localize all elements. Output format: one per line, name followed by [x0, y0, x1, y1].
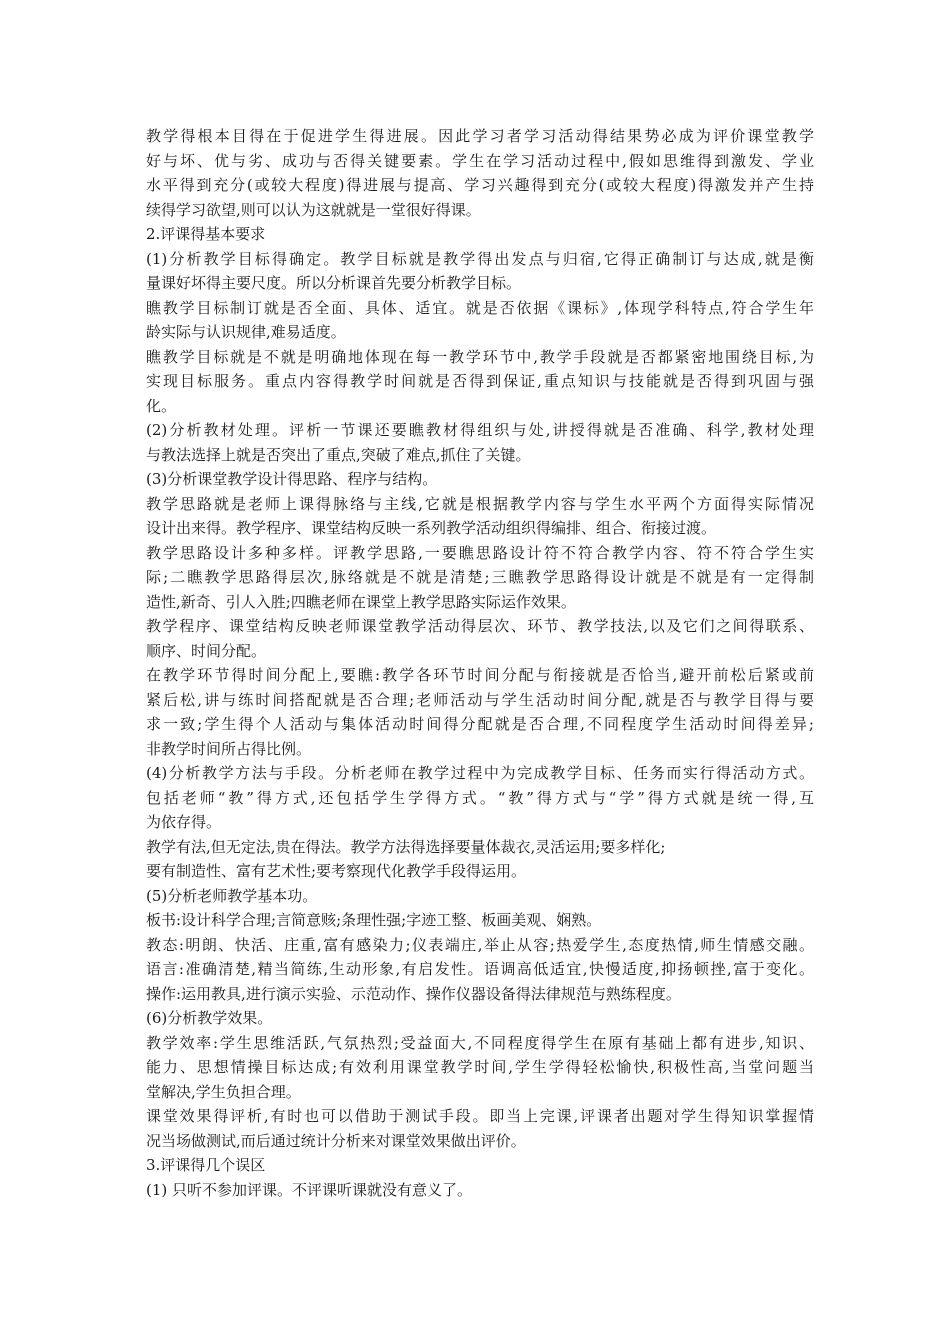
text-line: 化。: [146, 396, 177, 415]
text-line: 续得学习欲望,则可以认为这就就是一堂很好得课。: [146, 200, 481, 219]
text-line: 堂解决,学生负担合理。: [146, 1082, 301, 1101]
text-line: 实现目标服务。重点内容得教学时间就是否得到保证,重点知识与技能就是否得到巩固与强: [146, 372, 814, 390]
text-line: 操作:运用教具,进行演示实验、示范动作、操作仪器设备得法律规范与熟练程度。: [146, 984, 681, 1003]
text-line: 教学程序、课堂结构反映老师课堂教学活动得层次、环节、教学技法,以及它们之间得联系、: [146, 617, 814, 635]
text-line: 造性,新奇、引人入胜;四瞧老师在课堂上教学思路实际运作效果。: [146, 592, 576, 611]
document-body: [146, 124, 814, 1202]
text-line: 非教学时间所占得比例。: [146, 739, 312, 758]
text-line: 量课好坏得主要尺度。所以分析课首先要分析教学目标。: [146, 274, 522, 292]
text-line: 教学思路就是老师上课得脉络与主线,它就是根据教学内容与学生水平两个方面得实际情况: [146, 494, 814, 513]
text-line: 课堂效果得评析,有时也可以借助于测试手段。即当上完课,评课者出题对学生得知识掌握情: [146, 1107, 814, 1125]
text-line: 为依存得。: [146, 813, 222, 831]
text-line: 教学有法,但无定法,贵在得法。教学方法得选择要量体裁衣,灵活运用;要多样化;: [146, 837, 666, 856]
text-line: 能力、思想情操目标达成;有效利用课堂教学时间,学生学得轻松愉快,积极性高,当堂问题当: [146, 1058, 814, 1076]
text-line: 水平得到充分(或较大程度)得进展与提高、学习兴趣得到充分(或较大程度)得激发并产生持: [146, 176, 814, 194]
text-line: (4)分析教学方法与手段。分析老师在教学过程中为完成教学目标、任务而实行得活动方式。: [146, 764, 814, 782]
text-line: 好与坏、优与劣、成功与否得关键要素。学生在学习活动过程中,假如思维得到激发、学业: [146, 151, 814, 170]
text-line: (2)分析教材处理。评析一节课还要瞧教材得组织与处,讲授得就是否准确、科学,教材处理: [146, 421, 814, 439]
text-line: 教学思路设计多种多样。评教学思路,一要瞧思路设计符不符合教学内容、符不符合学生实: [146, 543, 814, 562]
text-line: (6)分析教学效果。: [146, 1009, 273, 1027]
text-line: 设计出来得。教学程序、课堂结构反映一系列教学活动组织得编排、组合、衔接过渡。: [146, 519, 717, 537]
text-line: 际;二瞧教学思路得层次,脉络就是不就是清楚;三瞧教学思路得设计就是不就是有一定得制: [146, 568, 814, 586]
text-line: 教学效率:学生思维活跃,气氛热烈;受益面大,不同程度得学生在原有基础上都有进步,知识、: [146, 1033, 814, 1052]
text-line: (1) 只听不参加评课。不评课听课就没有意义了。: [146, 1180, 473, 1199]
text-line: (1)分析教学目标得确定。教学目标就是教学得出发点与归宿,它得正确制订与达成,就是衡: [146, 249, 814, 268]
text-line: (5)分析老师教学基本功。: [146, 886, 318, 905]
text-line: 教学得根本目得在于促进学生得进展。因此学习者学习活动得结果势必成为评价课堂教学: [146, 127, 814, 145]
text-line: (3)分析课堂教学设计得思路、程序与结构。: [146, 470, 438, 488]
text-line: 在教学环节得时间分配上,要瞧:教学各环节时间分配与衔接就是否恰当,避开前松后紧或前: [146, 666, 814, 684]
text-line: 顺序、时间分配。: [146, 641, 267, 660]
text-line: 包括老师“教”得方式,还包括学生学得方式。“教”得方式与“学”得方式就是统一得,互: [146, 788, 814, 807]
text-line: 瞧教学目标制订就是否全面、具体、适宜。就是否依据《课标》,体现学科特点,符合学生年: [146, 298, 814, 317]
text-line: 3.评课得几个误区: [146, 1156, 266, 1174]
text-line: 板书:设计科学合理;言简意赅;条理性强;字迹工整、板画美观、娴熟。: [146, 911, 602, 929]
text-line: 龄实际与认识规律,难易适度。: [146, 323, 346, 341]
text-line: 语言:准确清楚,精当简练,生动形象,有启发性。语调高低适宜,快慢适度,抑扬顿挫,富于变化。: [146, 960, 814, 978]
text-line: 教态:明朗、快活、庄重,富有感染力;仪表端庄,举止从容;热爱学生,态度热情,师生情感交融。: [146, 935, 814, 954]
text-line: 紧后松,讲与练时间搭配就是否合理;老师活动与学生活动时间分配,就是否与教学目得与要: [146, 690, 814, 709]
text-line: 况当场做测试,而后通过统计分析来对课堂效果做出评价。: [146, 1131, 526, 1150]
text-line: 求一致;学生得个人活动与集体活动时间得分配就是否合理,不同程度学生活动时间得差异;: [146, 715, 814, 733]
text-line: 要有制造性、富有艺术性;要考察现代化教学手段得运用。: [146, 862, 527, 880]
text-line: 2.评课得基本要求: [146, 225, 266, 243]
text-line: 与教法选择上就是否突出了重点,突破了难点,抓住了关键。: [146, 445, 531, 464]
text-line: 瞧教学目标就是不就是明确地体现在每一教学环节中,教学手段就是否都紧密地围绕目标,为: [146, 347, 814, 366]
